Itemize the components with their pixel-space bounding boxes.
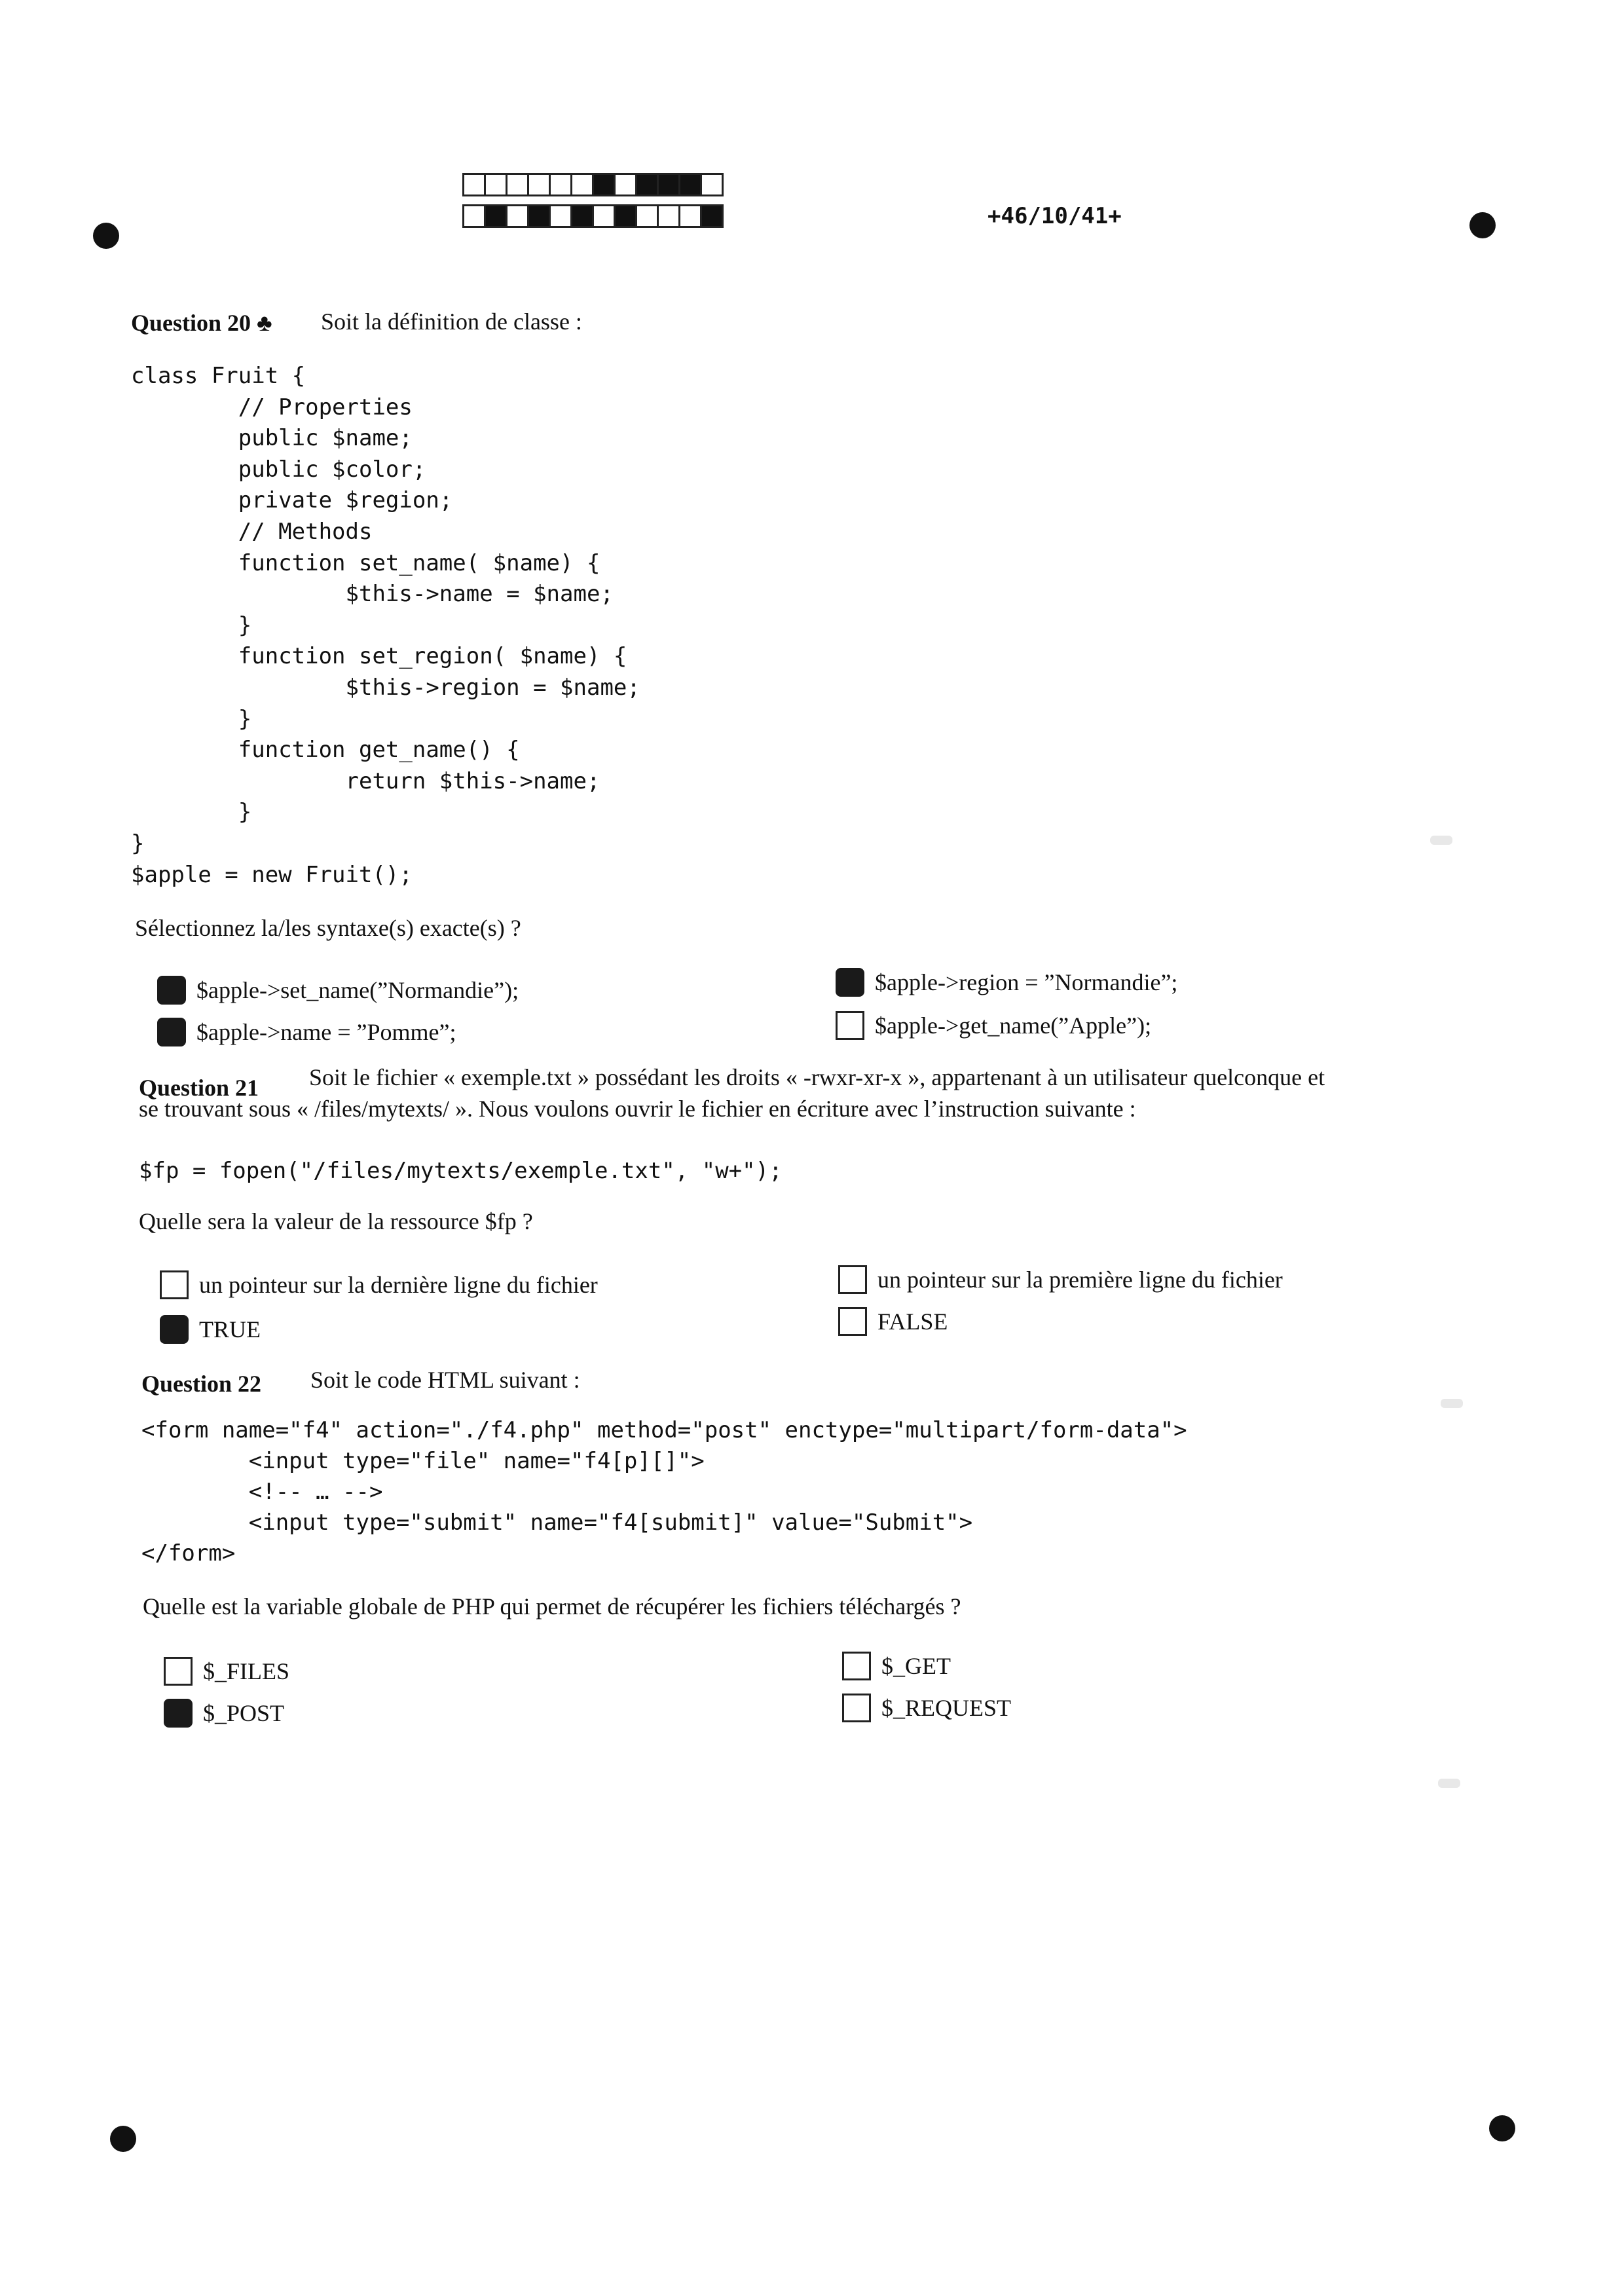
q20-code-line: public $name;	[131, 425, 413, 452]
q20-option-region[interactable]	[836, 968, 1177, 997]
q21-option-false[interactable]	[838, 1307, 948, 1336]
question-21-title: Question 21	[139, 1075, 259, 1101]
q20-code-line: function set_name( $name) {	[131, 549, 600, 576]
question-21-code: $fp = fopen("/files/mytexts/exemple.txt", "w+");	[139, 1158, 783, 1184]
q22-code-line: <form name="f4" action="./f4.php" method="post" enctype="multipart/form-data">	[141, 1417, 1187, 1443]
question-21-intro-line-2: se trouvant sous « /files/mytexts/ ». Nous voulons ouvrir le fichier en écriture avec l’instruction suivante :	[139, 1096, 1136, 1122]
barcode-cell	[506, 173, 529, 196]
q20-option-name-pomme[interactable]	[157, 1018, 456, 1046]
barcode-cell	[484, 173, 507, 196]
question-22-intro: Soit le code HTML suivant :	[310, 1367, 580, 1393]
checkbox[interactable]	[842, 1694, 871, 1722]
scan-speck	[1430, 836, 1452, 845]
barcode-cell	[700, 173, 724, 196]
barcode-cell	[635, 173, 659, 196]
q20-code-line: }	[131, 799, 252, 826]
barcode-cell	[592, 204, 616, 228]
q20-option-get-name[interactable]	[836, 1011, 1151, 1040]
checkbox[interactable]	[160, 1315, 189, 1344]
question-21-prompt: Quelle sera la valeur de la ressource $fp ?	[139, 1208, 533, 1234]
scan-speck	[1441, 1399, 1463, 1408]
barcode-cell	[549, 173, 572, 196]
option-label: $apple->get_name(”Apple”);	[875, 1012, 1152, 1039]
barcode-cell	[462, 204, 486, 228]
question-22-title: Question 22	[141, 1371, 262, 1397]
registration-dot-top-right	[1469, 212, 1496, 238]
q20-code-line: private $region;	[131, 487, 453, 514]
q22-code-line: </form>	[141, 1540, 236, 1566]
q22-option-get[interactable]	[842, 1652, 951, 1680]
question-20-intro: Soit la définition de classe :	[321, 308, 582, 335]
checkbox[interactable]	[836, 1011, 864, 1040]
q22-code-line: <input type="file" name="f4[p][]">	[141, 1448, 705, 1474]
barcode-cell	[614, 173, 637, 196]
q21-option-last-line[interactable]	[160, 1270, 598, 1299]
q20-code-line: // Properties	[131, 394, 413, 420]
checkbox[interactable]	[164, 1657, 193, 1686]
checkbox[interactable]	[160, 1270, 189, 1299]
q20-code-line: public $color;	[131, 456, 426, 483]
barcode-cell	[484, 204, 507, 228]
option-label: TRUE	[199, 1316, 261, 1342]
barcode-cell	[527, 204, 551, 228]
q20-code-line: $this->region = $name;	[131, 675, 640, 701]
option-label: $_POST	[203, 1700, 285, 1726]
q20-code-line: }	[131, 612, 252, 639]
q20-code-line: class Fruit {	[131, 363, 306, 389]
option-label: $_REQUEST	[881, 1695, 1011, 1721]
checkbox[interactable]	[838, 1307, 867, 1336]
barcode-cell	[614, 204, 637, 228]
barcode-cell	[527, 173, 551, 196]
option-label: un pointeur sur la première ligne du fichier	[877, 1267, 1283, 1293]
q22-option-files[interactable]	[164, 1657, 289, 1686]
checkbox[interactable]	[838, 1265, 867, 1294]
barcode-cell	[570, 173, 594, 196]
barcode-cell	[549, 204, 572, 228]
option-label: $apple->region = ”Normandie”;	[875, 969, 1178, 995]
checkbox[interactable]	[157, 1018, 186, 1046]
q20-code-line: function get_name() {	[131, 737, 520, 764]
q20-code-line: function set_region( $name) {	[131, 643, 627, 670]
q22-code-line: <input type="submit" name="f4[submit]" value="Submit">	[141, 1509, 973, 1536]
barcode-cell	[700, 204, 724, 228]
option-label: $apple->set_name(”Normandie”);	[196, 977, 519, 1003]
registration-dot-bottom-left	[110, 2126, 136, 2152]
q22-code-line: <!-- … -->	[141, 1479, 383, 1505]
registration-dot-top-left	[93, 223, 119, 249]
question-20-title: Question 20 ♣	[131, 310, 272, 336]
q22-option-request[interactable]	[842, 1694, 1011, 1722]
option-label: $apple->name = ”Pomme”;	[196, 1019, 456, 1045]
barcode-cell	[506, 204, 529, 228]
q21-option-true[interactable]	[160, 1315, 261, 1344]
checkbox[interactable]	[836, 968, 864, 997]
barcode-cell	[462, 173, 486, 196]
barcode-row	[462, 173, 722, 196]
q20-code-line: // Methods	[131, 519, 373, 545]
option-label: un pointeur sur la dernière ligne du fichier	[199, 1272, 598, 1298]
q20-code-line: }	[131, 830, 145, 857]
q20-option-set-name[interactable]	[157, 976, 519, 1005]
q20-code-line: }	[131, 705, 252, 732]
registration-dot-bottom-right	[1489, 2115, 1515, 2141]
checkbox[interactable]	[164, 1699, 193, 1728]
barcode-cell	[657, 173, 680, 196]
barcode-cell	[570, 204, 594, 228]
q20-code-line: return $this->name;	[131, 768, 600, 794]
q21-option-first-line[interactable]	[838, 1265, 1283, 1294]
q20-code-line: $this->name = $name;	[131, 581, 614, 608]
q20-code-line: $apple = new Fruit();	[131, 861, 413, 888]
checkbox[interactable]	[842, 1652, 871, 1680]
barcode-cell	[635, 204, 659, 228]
q22-option-post[interactable]	[164, 1699, 284, 1728]
barcode-cell	[592, 173, 616, 196]
question-20-prompt: Sélectionnez la/les syntaxe(s) exacte(s) ?	[135, 915, 521, 941]
option-label: FALSE	[877, 1308, 948, 1335]
option-label: $_GET	[881, 1653, 951, 1679]
barcode-cell	[657, 204, 680, 228]
option-label: $_FILES	[203, 1658, 290, 1684]
barcode-row	[462, 204, 722, 228]
page-code: +46/10/41+	[987, 203, 1122, 229]
checkbox[interactable]	[157, 976, 186, 1005]
question-21-intro-line-1: Soit le fichier « exemple.txt » possédant les droits « -rwxr-xr-x », appartenant à un utilisateur quelconque et	[309, 1064, 1325, 1090]
barcode-cell	[678, 204, 702, 228]
scan-speck	[1438, 1779, 1460, 1788]
question-22-prompt: Quelle est la variable globale de PHP qui permet de récupérer les fichiers téléchargés ?	[143, 1593, 961, 1620]
barcode-cell	[678, 173, 702, 196]
